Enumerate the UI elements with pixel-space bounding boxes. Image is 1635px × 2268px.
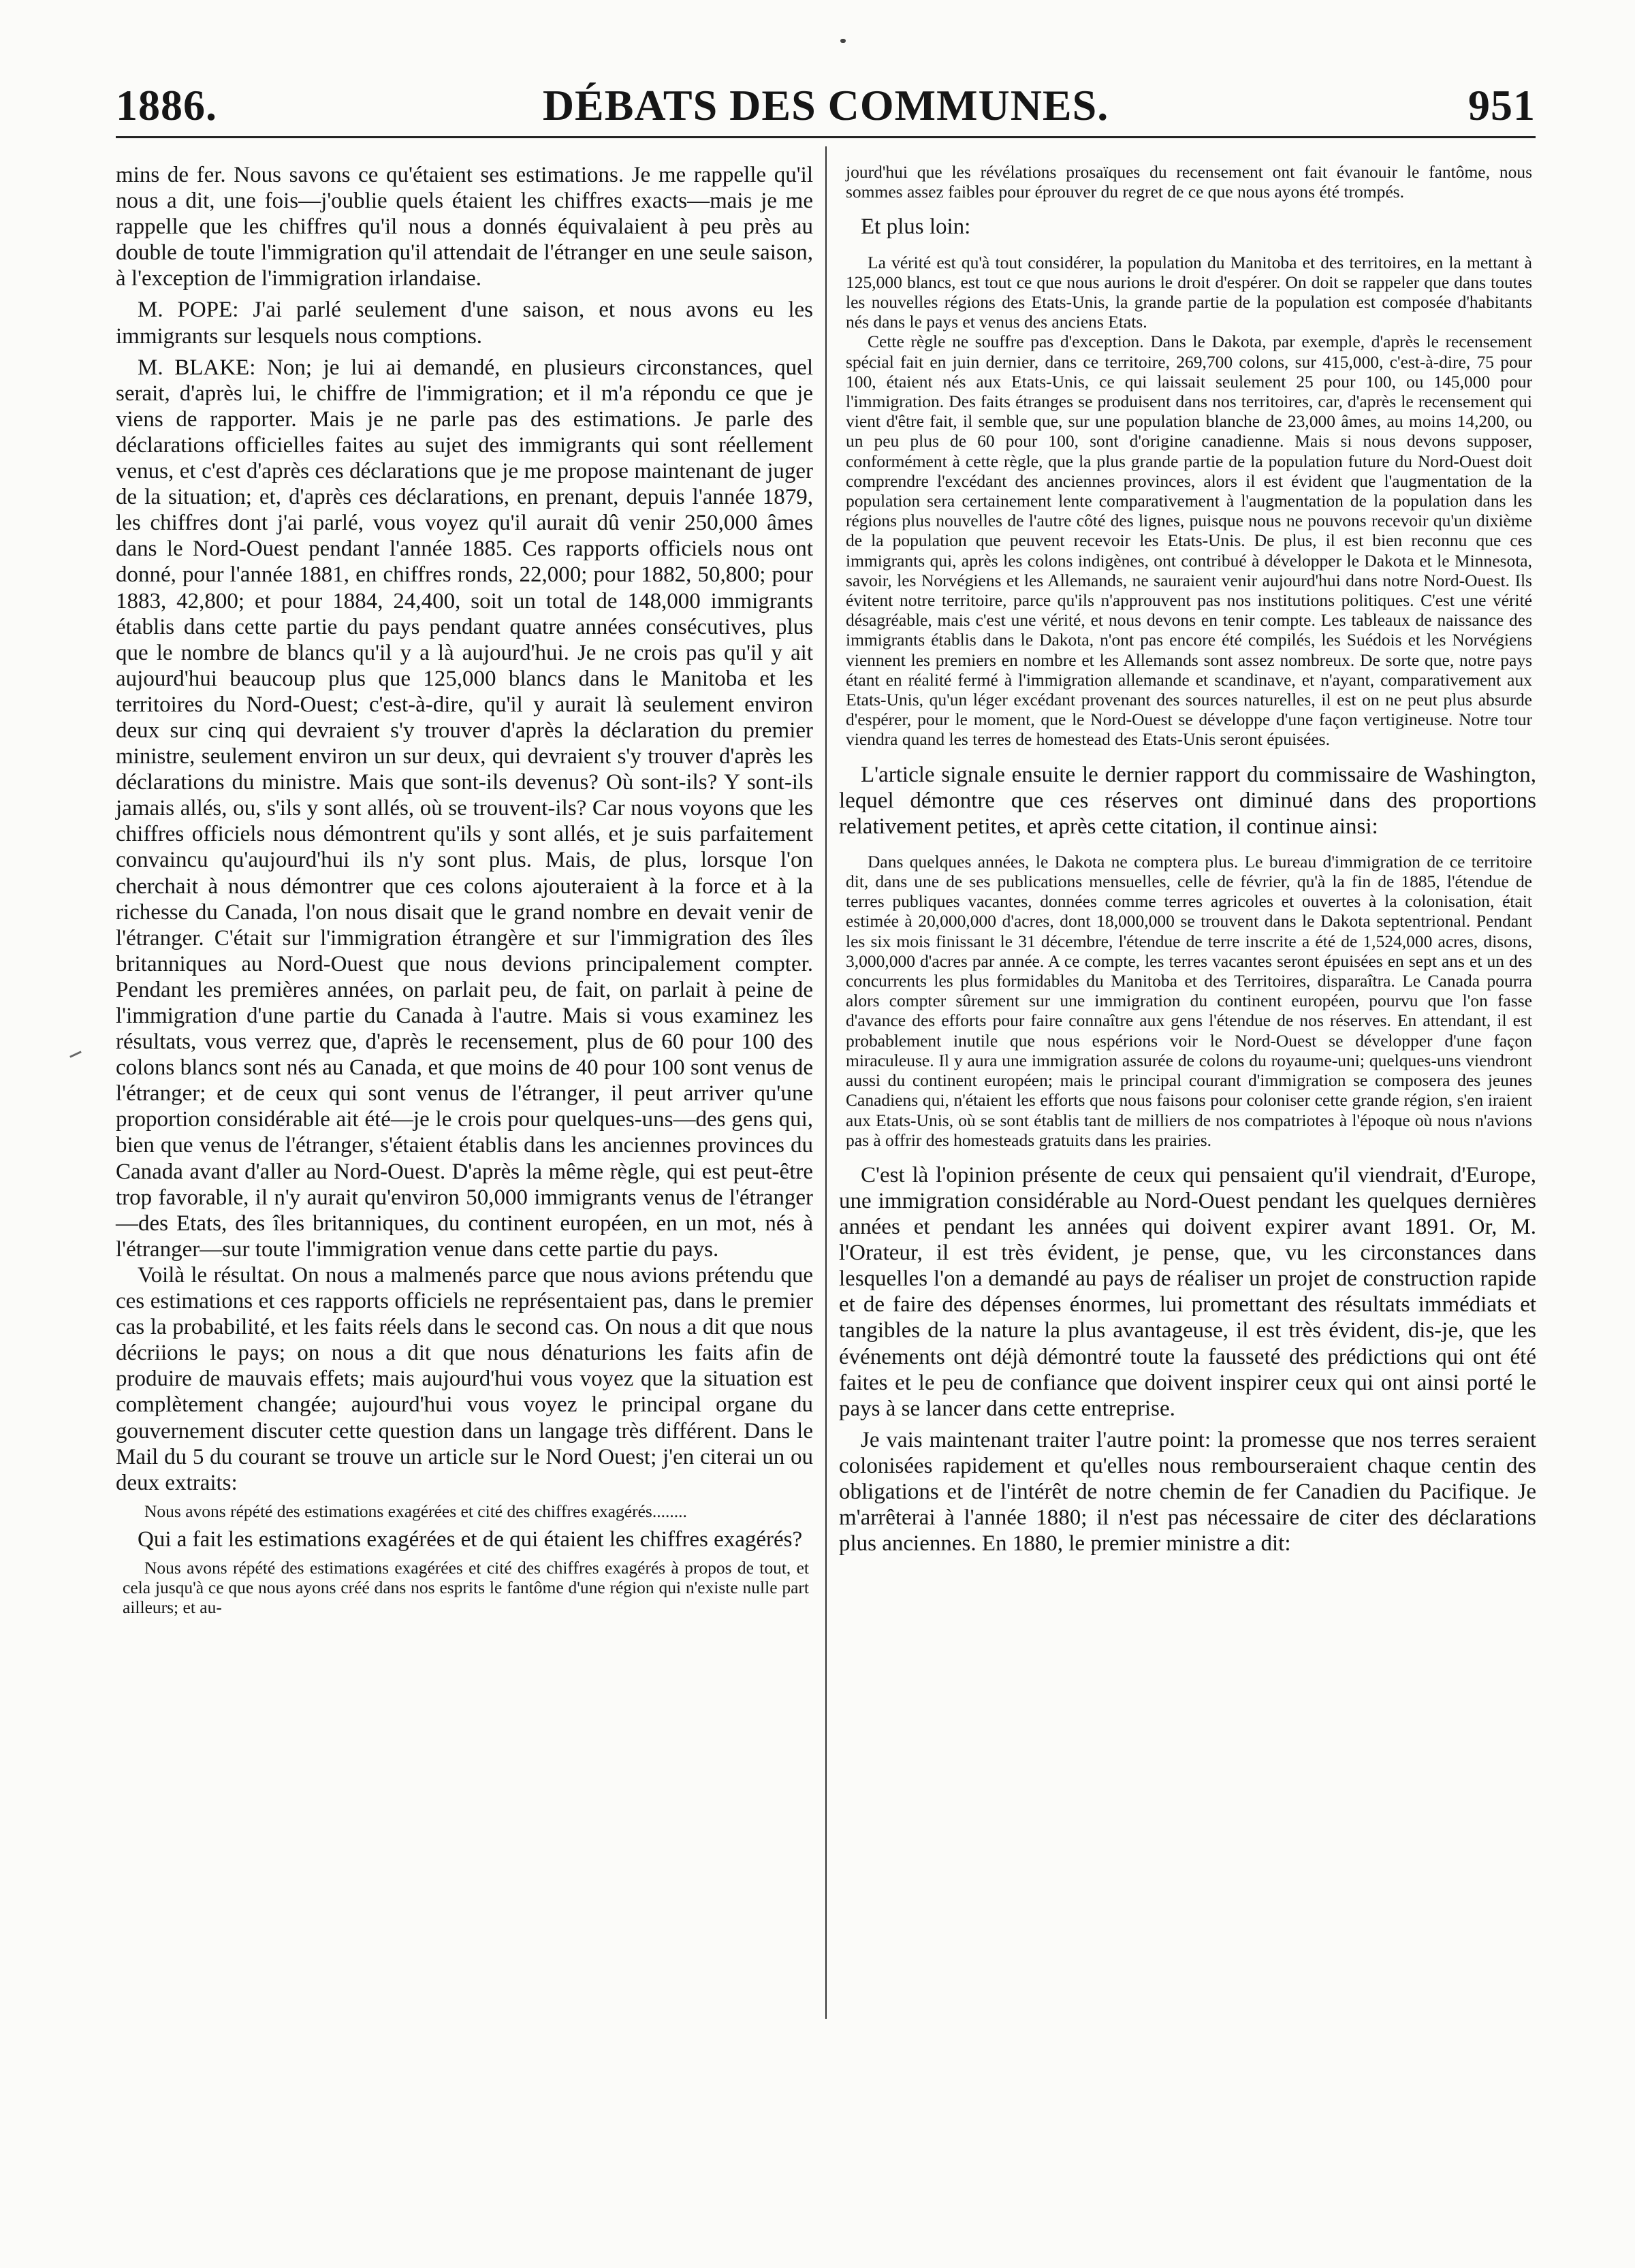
page-number: 951: [1468, 81, 1536, 129]
ink-speck: [69, 1051, 82, 1057]
quotation: Cette règle ne souffre pas d'exception. Dans le Dakota, par exemple, d'après le recensement spécial fait en juin dernier, dans ce territoire, 269,700 colons, sur 415,000, c'est-à-dire, 75 pour 100, étaient nés aux Etats-Unis, ce qui laissait seulement 25 pour 100, ou 145,000 pour l'immigration. Des faits étranges se produisent dans nos territoires, car, d'après le recensement qui vient d'être fait, il semble que, sur une population blanche de 23,000 âmes, au moins 14,200, ou un peu plus de 60 pour 100, sont d'origine canadienne. Mais si nous devons supposer, conformément à cette règle, que la plus grande partie de la population future du Nord-Ouest doit comprendre l'excédant des anciennes provinces, alors il est évident que l'augmentation de la population sera certainement lente comparativement à l'augmentation de la population dans les régions plus nouvelles de l'autre côté des lignes, puisque nous ne pouvons recevoir qu'un dixième de la population que peuvent recevoir les Etats-Unis. De plus, il est bien reconnu que ces immigrants qui, après les colons indigènes, ont contribué à développer le Dakota et le Minnesota, savoir, les Norvégiens et les Allemands, ne sauraient venir aujourd'hui dans notre Nord-Ouest. Ils évitent notre territoire, parce qu'ils n'approuvent pas nos institutions politiques. C'est une vérité désagréable, mais c'est une vérité, et nous devons en tenir compte. Les tableaux de naissance des immigrants établis dans le Dakota, n'ont pas encore été compilés, les Suédois et les Norvégiens viennent les premiers en nombre et les Allemands sont assez nombreux. De sorte que, notre pays étant en réalité fermé à l'immigration allemande et scandinave, et n'ayant, comparativement aux Etats-Unis, qu'un léger excédant provenant des sources naturelles, il est on ne peut plus absurde d'espérer, pour le moment, que le Nord-Ouest se développe d'une façon vertigineuse. Notre tour viendra quand les terres de homestead des Etats-Unis seront épuisées.: [846, 332, 1532, 750]
quotation: Nous avons répété des estimations exagérées et cité des chiffres exagérés à propos de tout, et cela jusqu'à ce que nous ayons créé dans nos esprits le fantôme d'une région qui n'existe nulle part ailleurs; et au-: [123, 1558, 809, 1618]
quotation: jourd'hui que les révélations prosaïques du recensement ont fait évanouir le fantôme, nous sommes assez faibles pour éprouver du regret de ce que nous ayons été trompés.: [846, 162, 1532, 202]
publication-title: DÉBATS DES COMMUNES.: [542, 81, 1109, 129]
paragraph: L'article signale ensuite le dernier rapport du commissaire de Washington, lequel démontre que ces réserves ont diminué dans des proportions relativement petites, et après cette citation, il continue ainsi:: [839, 762, 1536, 839]
paragraph: Et plus loin:: [861, 214, 971, 240]
ink-mark: [840, 39, 846, 43]
paragraph: mins de fer. Nous savons ce qu'étaient ses estimations. Je me rappelle qu'il nous a dit, une fois—j'oublie quels étaient les chiffres exacts—mais je me rappelle que les chiffres qu'il nous a donnés équivalaient à peu près au double de toute l'immigration qu'il attendait de l'étranger en une seule saison, à l'exception de l'immigration irlandaise.: [116, 163, 813, 291]
left-column: [116, 162, 813, 1618]
right-column: [839, 162, 1536, 1556]
quotation: La vérité est qu'à tout considérer, la population du Manitoba et des territoires, en la mettant à 125,000 blancs, est tout ce que nous aurions le droit d'espérer. On doit se rappeler que dans toutes les nouvelles régions des Etats-Unis, la grande partie de la population est composée d'habitants nés dans le pays et venus des anciens Etats.: [846, 252, 1532, 332]
quotation: Dans quelques années, le Dakota ne comptera plus. Le bureau d'immigration de ce territoire dit, dans une de ses publications mensuelles, celle de février, qu'à la fin de 1885, l'étendue de terres publiques vacantes, données comme terres agricoles et ouvertes à la colonisation, était estimée à 20,000,000 d'acres, dont 18,000,000 se trouvent dans le Dakota septentrional. Pendant les six mois finissant le 31 décembre, l'étendue de terre inscrite a été de 1,524,000 acres, disons, 3,000,000 d'acres par année. A ce compte, les terres vacantes seront épuisées en sept ans et un des concurrents les plus formidables du Manitoba et des Territoires, disparaîtra. Le Canada pourra alors compter sûrement sur une immigration du continent européen, pourvu que l'on fasse d'avance des efforts pour faire connaître aux gens l'étendue de nos réserves. En attendant, il est probablement inutile que nous espérions voir le Nord-Ouest se développer d'une façon miraculeuse. Il y aura une immigration assurée de colons du royaume-uni; quelques-uns viendront aussi du continent européen; mais le principal courant d'immigration se composera des jeunes Canadiens qui, n'étaient les efforts que nous faisons pour coloniser cette grande région, s'en iraient aux Etats-Unis, où se sont établis tant de milliers de nos compatriotes à l'époque où nous n'avions pas à offrir des homesteads gratuits dans les prairies.: [846, 851, 1532, 1150]
paragraph: Je vais maintenant traiter l'autre point: la promesse que nos terres seraient colonisées rapidement et qu'elles nous rembourseraient chaque centin des obligations et de l'intérêt de notre chemin de fer Canadien du Pacifique. Je m'arrêterai à l'année 1880; il n'est pas nécessaire de citer des déclarations plus anciennes. En 1880, le premier ministre a dit:: [839, 1427, 1536, 1556]
speech-blake: M. BLAKE: Non; je lui ai demandé, en plusieurs circonstances, quel serait, d'après lui, le chiffre de l'immigration; et il m'a répondu ce que je viens de rapporter. Mais je ne parle pas des estimations. Je parle des déclarations officielles faites au sujet des immigrants qui sont réellement venus, et c'est d'après ces déclarations que je me propose maintenant de juger de la situation; et, d'après ces déclarations, en prenant, depuis l'année 1879, les chiffres dont j'ai parlé, vous voyez qu'il aurait dû venir 250,000 âmes dans le Nord-Ouest pendant l'année 1885. Ces rapports officiels nous ont donné, pour l'année 1881, en chiffres ronds, 22,000; pour 1882, 50,800; pour 1883, 42,800; et pour 1884, 24,400, soit un total de 148,000 immigrants établis dans cette partie du pays pendant quatre années consécutives, plus que le nombre de blancs qu'il y a là aujourd'hui. Je ne crois pas qu'il y ait aujourd'hui beaucoup plus que 125,000 blancs dans le Manitoba et les territoires du Nord-Ouest; c'est-à-dire, qu'il y aurait là seulement environ deux sur cinq qui devraient s'y trouver d'après la déclaration du premier ministre, seulement environ un sur deux, qui devraient s'y trouver d'après les déclarations du ministre. Mais que sont-ils devenus? Où sont-ils? Y sont-ils jamais allés, ou, s'ils y sont allés, où se trouvent-ils? Car nous voyons que les chiffres officiels nous démontrent qu'ils y sont allés, et je suis parfaitement convaincu qu'aujourd'hui ils n'y sont plus. Mais, de plus, lorsque l'on cherchait à nous démontrer que ces colons ajouteraient à la force et à la richesse du Canada, l'on nous disait que le grand nombre en devait venir de l'étranger. C'était sur l'immigration étrangère et sur l'immigration des îles britanniques au Nord-Ouest que nous devions principalement compter. Pendant les premières années, on parlait peu, de fait, on parlait à peine de l'immigration d'une partie du Canada à l'autre. Mais si vous examinez les résultats, vous verrez que, d'après le recensement, plus de 60 pour 100 des colons blancs sont nés au Canada, et que moins de 40 pour 100 sont venus de l'étranger; et de ceux qui sont venus de l'étranger, il peut arriver qu'une proportion considérable ait été—je le crois pour quelques-uns—des gens qui, bien que venus de l'étranger, s'étaient établis dans les anciennes provinces du Canada avant d'aller au Nord-Ouest. D'après la même règle, qui est peut-être trop favorable, il n'y aurait qu'environ 50,000 immigrants venus de l'étranger—des Etats, des îles britanniques, du continent européen, en un mot, nés à l'étranger—sur toute l'immigration venue dans cette partie du pays.: [116, 355, 813, 1262]
paragraph: Voilà le résultat. On nous a malmenés parce que nous avions prétendu que ces estimations et ces rapports officiels ne représentaient pas, dans le premier cas la probabilité, et les faits réels dans le second cas. On nous a dit que nous décriions le pays; on nous a dit que nous dénaturions les faits afin de produire de mauvais effets; mais aujourd'hui vous voyez que la situation est complètement changée; aujourd'hui vous voyez le principal organe du gouvernement discuter cette question dans un langage très différent. Dans le Mail du 5 du courant se trouve un article sur le Nord Ouest; j'en citerai un ou deux extraits:: [116, 1262, 813, 1495]
speech-pope: M. POPE: J'ai parlé seulement d'une saison, et nous avons eu les immigrants sur lesquels nous comptions.: [116, 298, 813, 349]
page-header: [116, 75, 1536, 138]
column-divider: [825, 146, 827, 2019]
year: 1886.: [116, 81, 217, 129]
quotation: Nous avons répété des estimations exagérées et cité des chiffres exagérés........: [144, 1501, 687, 1521]
paragraph: C'est là l'opinion présente de ceux qui pensaient qu'il viendrait, d'Europe, une immigration considérable au Nord-Ouest pendant les quelques dernières années et pendant les années qui doivent expirer avant 1891. Or, M. l'Orateur, il est très évident, je pense, que, vu les circonstances dans lesquelles l'on a demandé au pays de réaliser un projet de construction rapide et de faire des dépenses énormes, lui promettant des résultats immédiats et tangibles de la nature la plus avantageuse, il est très évident, dis-je, que les événements ont déjà démontré toute la fausseté des prédictions qui ont été faites et le peu de confiance que doivent inspirer ceux qui ont ainsi porté le pays à se lancer dans cette entreprise.: [839, 1162, 1536, 1421]
paragraph: Qui a fait les estimations exagérées et de qui étaient les chiffres exagérés?: [138, 1527, 803, 1552]
